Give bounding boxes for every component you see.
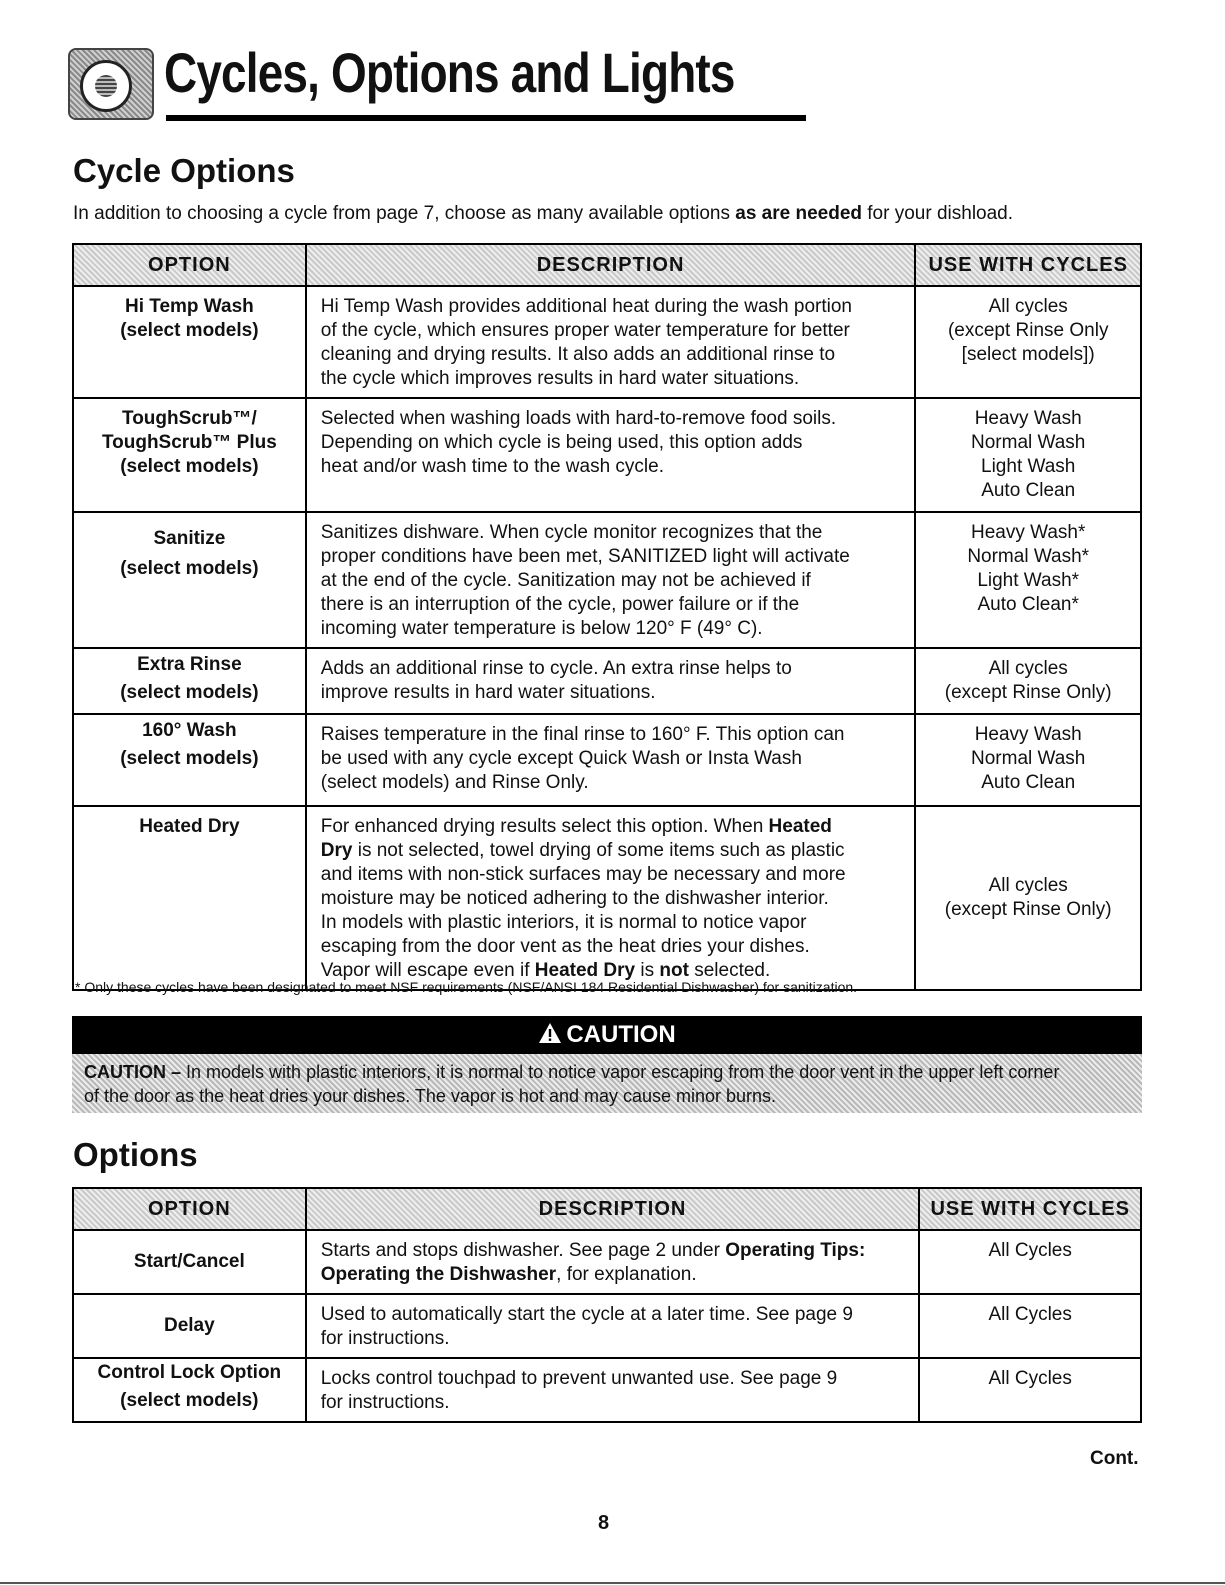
description-line: there is an interruption of the cycle, power failure or if the [320,594,800,615]
intro-emphasis: as are needed [735,203,862,224]
caution-body [72,1054,1142,1113]
option-cell [73,398,306,512]
description-line: improve results in hard water situations. [320,682,656,703]
description-line: Used to automatically start the cycle at a later time. See page 9 [320,1304,853,1325]
cycle-item: Normal Wash [971,748,1086,769]
option-cell [73,512,306,648]
cycle-item: Heavy Wash* [971,522,1086,543]
table-row-toughscrub [73,398,1141,512]
option-name: Delay [163,1315,215,1336]
description-line: be used with any cycle except Quick Wash or Insta Wash [320,748,802,769]
description-cell [306,1358,920,1422]
option-name: Hi Temp Wash [124,296,254,317]
caution-line: of the door as the heat dries your dishes. The vapor is hot and may cause minor burns. [84,1086,777,1106]
description-line: heat and/or wash time to the wash cycle. [320,456,664,477]
options-table [72,1187,1142,1423]
cycle-options-heading: Cycle Options [73,152,295,189]
description-line: of the cycle, which ensures proper water temperature for better [320,320,850,341]
option-models: (select models) [120,682,259,703]
continued-label: Cont. [1090,1448,1139,1469]
option-models: (select models) [120,456,259,477]
cycles-cell [915,648,1141,714]
option-name: Sanitize [153,528,226,549]
cycle-item: Light Wash [981,456,1076,477]
description-text: Starts and stops dishwasher. See page 2 under [320,1240,726,1261]
table-row-start-cancel [73,1230,1141,1294]
description-cell [306,714,916,806]
cycle-item: All Cycles [988,1368,1072,1389]
cycle-item: All Cycles [988,1240,1072,1261]
description-line: Adds an additional rinse to cycle. An extra rinse helps to [320,658,792,679]
cycle-item: Auto Clean [981,480,1076,501]
cycles-cell [915,398,1141,512]
description-line: escaping from the door vent as the heat dries your dishes. [320,936,810,957]
description-line [321,1263,909,1287]
option-models: (select models) [120,558,259,579]
table-row-sanitize [73,512,1141,648]
description-line: moisture may be noticed adhering to the dishwasher interior. [320,888,829,909]
description-line: for instructions. [320,1328,450,1349]
caution-text: In models with plastic interiors, it is normal to notice vapor escaping from the door vent in the upper left corner [186,1062,1060,1082]
cycle-item: Auto Clean [981,772,1076,793]
description-line: at the end of the cycle. Sanitization may not be achieved if [320,570,811,591]
cycle-options-intro [73,203,1013,225]
description-emphasis: Heated [768,816,832,837]
option-name: Start/Cancel [133,1251,245,1272]
column-header-option: OPTION [73,1188,306,1230]
cycles-cell [915,806,1141,990]
cycle-item: All cycles [988,658,1068,679]
table-row-delay [73,1294,1141,1358]
description-line: for instructions. [320,1392,450,1413]
table-header-row [73,244,1141,286]
nsf-footnote: * Only these cycles have been designated to meet NSF requirements (NSF/ANSI 184 Residential Dishwasher) for sanitization. [75,979,858,995]
cycle-item: [select models]) [961,344,1095,365]
description-emphasis: Dry [320,840,353,861]
warning-triangle-icon [538,1018,562,1056]
description-line: In models with plastic interiors, it is normal to notice vapor [320,912,807,933]
description-line: (select models) and Rinse Only. [320,772,589,793]
cycle-item: All Cycles [988,1304,1072,1325]
option-name: ToughScrub™/ [122,408,257,429]
option-cell [73,648,306,714]
description-line: Sanitizes dishware. When cycle monitor recognizes that the [320,522,823,543]
option-models: (select models) [120,748,259,769]
description-line [321,839,905,863]
description-cell [306,648,916,714]
description-text: is not selected, towel drying of some items such as plastic [352,840,845,861]
description-emphasis: Operating the Dishwasher [320,1264,557,1285]
option-cell [73,714,306,806]
description-line: and items with non-stick surfaces may be necessary and more [320,864,846,885]
cycles-cell [915,286,1141,398]
description-text: selected. [688,960,771,981]
intro-text-end: for your dishload. [862,203,1014,224]
cycle-item: Heavy Wash [974,408,1082,429]
column-header-cycles: USE WITH CYCLES [919,1188,1141,1230]
intro-text: In addition to choosing a cycle from page 7, choose as many available options [73,203,736,224]
table-row-control-lock [73,1358,1141,1422]
column-header-description: DESCRIPTION [306,244,916,286]
caution-heading: CAUTION [566,1021,676,1048]
page-header [68,40,748,122]
description-emphasis: not [659,960,689,981]
description-cell [306,286,916,398]
cycle-item: Normal Wash [971,432,1086,453]
option-cell [73,1230,306,1294]
table-header-row [73,1188,1141,1230]
description-emphasis: Operating Tips: [725,1240,866,1261]
cycle-item: All cycles [988,296,1068,317]
table-row-160-wash [73,714,1141,806]
description-cell [306,1294,920,1358]
caution-line [84,1060,1130,1084]
dishwasher-dial-icon [68,48,154,120]
cycles-cell [915,714,1141,806]
title-underline [166,115,806,121]
description-line: Selected when washing loads with hard-to-remove food soils. [320,408,837,429]
option-name: Control Lock Option [97,1362,282,1383]
option-cell [73,1358,306,1422]
description-line: cleaning and drying results. It also adds an additional rinse to [320,344,836,365]
description-line: proper conditions have been met, SANITIZED light will activate [320,546,850,567]
description-line [321,1239,909,1263]
cycles-cell [915,512,1141,648]
description-line: the cycle which improves results in hard water situations. [320,368,800,389]
table-row-extra-rinse [73,648,1141,714]
cycle-item: All cycles [988,875,1068,896]
page-title: Cycles, Options and Lights [164,41,735,104]
option-cell [73,806,306,990]
caution-label: CAUTION [84,1062,166,1082]
option-cell [73,286,306,398]
description-text: , for explanation. [556,1264,697,1285]
cycle-item: Normal Wash* [967,546,1090,567]
description-line [321,815,905,839]
options-heading: Options [73,1136,198,1173]
column-header-option: OPTION [73,244,306,286]
option-name: ToughScrub™ Plus [101,432,277,453]
caution-dash: – [166,1062,187,1082]
caution-box [72,1016,1142,1113]
bottom-divider [0,1582,1225,1584]
option-cell [73,1294,306,1358]
option-models: (select models) [120,320,259,341]
description-cell [306,1230,920,1294]
column-header-description: DESCRIPTION [306,1188,920,1230]
description-line: incoming water temperature is below 120° F (49° C). [320,618,763,639]
description-line: Hi Temp Wash provides additional heat during the wash portion [320,296,852,317]
description-line: Locks control touchpad to prevent unwanted use. See page 9 [320,1368,838,1389]
caution-header [72,1016,1142,1054]
option-models: (select models) [120,1390,259,1411]
description-line: Depending on which cycle is being used, this option adds [320,432,803,453]
page-number: 8 [598,1512,610,1534]
cycle-item: (except Rinse Only [947,320,1109,341]
table-row-heated-dry [73,806,1141,990]
description-cell [306,398,916,512]
cycles-cell [919,1358,1141,1422]
table-row-hi-temp-wash [73,286,1141,398]
description-emphasis: Heated Dry [534,960,636,981]
description-line: Raises temperature in the final rinse to 160° F. This option can [320,724,845,745]
option-name: Extra Rinse [137,654,242,675]
option-name: 160° Wash [142,720,237,741]
cycle-item: Heavy Wash [974,724,1082,745]
cycle-options-table [72,243,1142,991]
description-cell [306,806,916,990]
cycle-item: Auto Clean* [977,594,1079,615]
description-text: is [635,960,660,981]
description-text: Vapor will escape even if [320,960,535,981]
description-text: For enhanced drying results select this option. When [320,816,769,837]
cycles-cell [919,1294,1141,1358]
cycle-item: (except Rinse Only) [944,682,1112,703]
description-cell [306,512,916,648]
column-header-cycles: USE WITH CYCLES [915,244,1141,286]
option-name: Heated Dry [139,816,240,837]
cycle-item: (except Rinse Only) [944,899,1112,920]
cycles-cell [919,1230,1141,1294]
cycle-item: Light Wash* [977,570,1080,591]
